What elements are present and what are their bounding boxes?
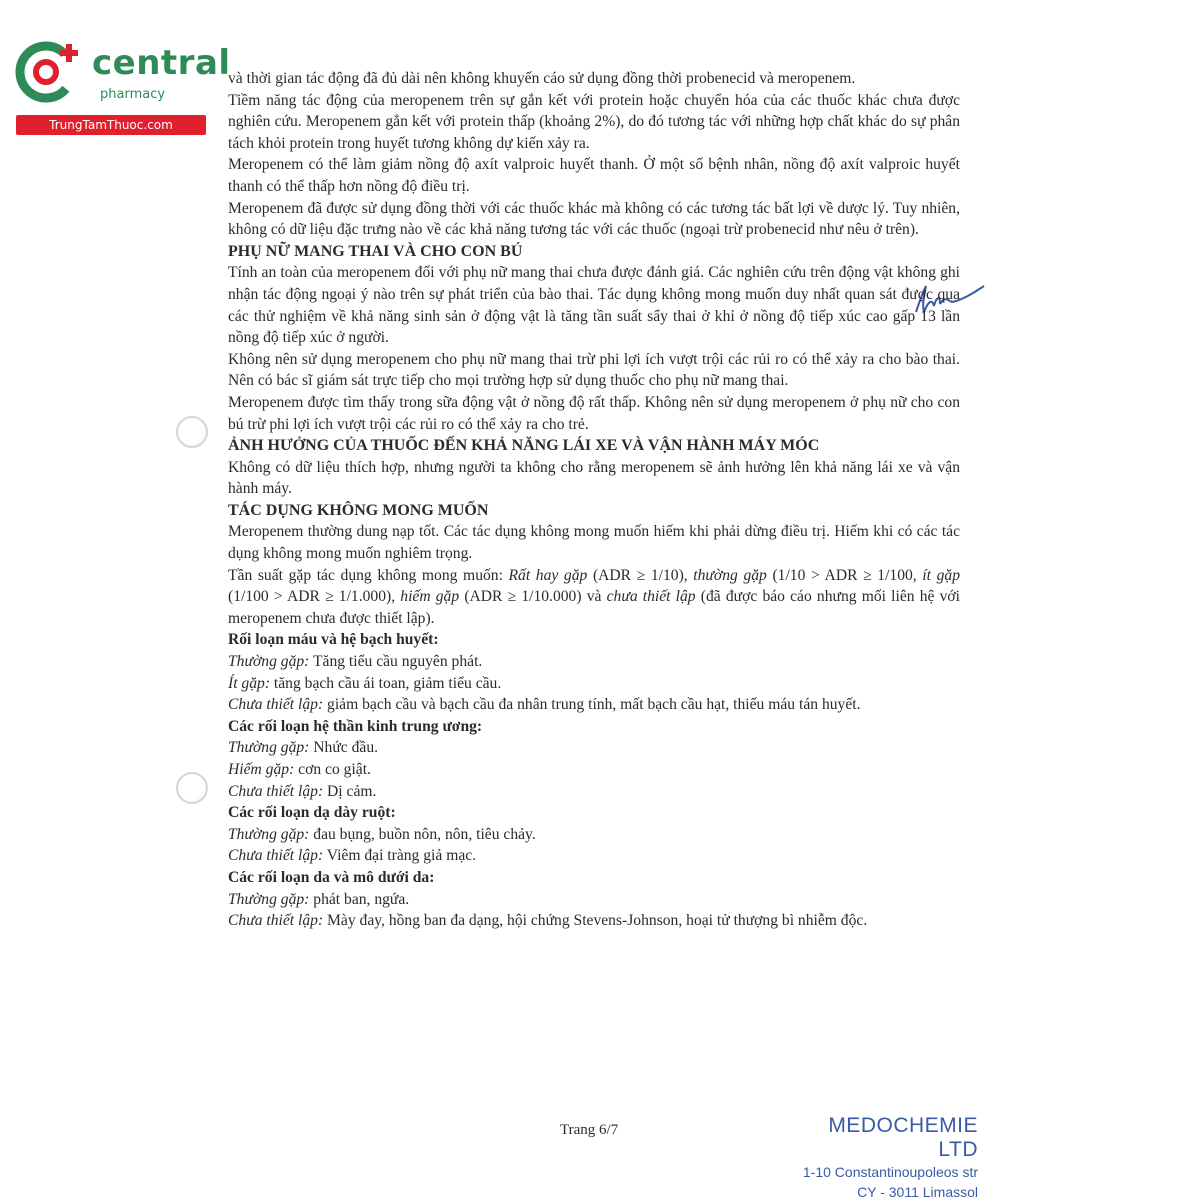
subheading-skin: Các rối loạn da và mô dưới da:	[228, 868, 435, 886]
list-item	[228, 759, 960, 781]
logo-sub: pharmacy	[100, 87, 166, 102]
list-item	[228, 651, 960, 673]
list-item	[228, 694, 960, 716]
text-run: Tần suất gặp tác dụng không mong muốn:	[228, 566, 509, 584]
text-run: (1/100 > ADR ≥ 1/1.000),	[228, 588, 401, 606]
list-item	[228, 824, 960, 846]
punch-hole	[176, 772, 208, 804]
pharmacy-logo	[12, 38, 231, 138]
list-item	[228, 910, 960, 932]
page-number: Trang 6/7	[560, 1122, 619, 1138]
effect-text: cơn co giật.	[294, 761, 371, 778]
italic-run: chưa thiết lập	[606, 588, 696, 606]
list-item	[228, 673, 960, 695]
frequency-label: Thường gặp:	[228, 653, 310, 671]
effect-text: Nhức đầu.	[309, 739, 379, 757]
frequency-label: Thường gặp:	[228, 890, 310, 908]
frequency-label: Hiếm gặp:	[228, 761, 295, 778]
frequency-label: Chưa thiết lập:	[228, 912, 324, 930]
italic-run: hiếm gặp	[400, 588, 460, 606]
company-address-line1: 1-10 Constantinoupoleos str	[802, 1164, 978, 1180]
effect-text: tăng bạch cầu ái toan, giảm tiểu cầu.	[270, 674, 502, 692]
frequency-label: Chưa thiết lập:	[228, 782, 324, 800]
italic-run: thường gặp	[693, 566, 767, 584]
paragraph: và thời gian tác động đã đủ dài nên không khuyến cáo sử dụng đồng thời probenecid và meropenem.	[228, 70, 856, 87]
section-heading-driving: ẢNH HƯỞNG CỦA THUỐC ĐẾN KHẢ NĂNG LÁI XE VÀ VẬN HÀNH MÁY MÓC	[228, 437, 820, 455]
effect-text: Mày đay, hồng ban đa dạng, hội chứng Stevens-Johnson, hoại tử thượng bì nhiễm độc.	[323, 912, 868, 930]
text-run: (đã được báo cáo nhưng mối liên hệ với meropenem chưa được thiết lập).	[228, 588, 960, 627]
text-run: (ADR ≥ 1/10),	[587, 566, 694, 584]
paragraph: Không nên sử dụng meropenem cho phụ nữ mang thai trừ phi lợi ích vượt trội các rủi ro có thể xảy ra cho bào thai. Nên có bác sĩ giám sát trực tiếp cho mọi trường hợp sử dụng thuốc cho phụ nữ mang thai.	[228, 350, 960, 390]
subheading-blood: Rối loạn máu và hệ bạch huyết:	[228, 631, 439, 649]
company-stamp	[788, 1114, 978, 1202]
frequency-label: Thường gặp:	[228, 739, 310, 757]
company-name: MEDOCHEMIE LTD	[828, 1114, 978, 1161]
list-item	[228, 889, 960, 911]
logo-brand: central	[92, 43, 231, 83]
effect-text: đau bụng, buồn nôn, nôn, tiêu chảy.	[309, 825, 536, 843]
effect-text: Tăng tiểu cầu nguyên phát.	[309, 653, 483, 671]
central-logo-icon	[12, 38, 92, 110]
frequency-label: Thường gặp:	[228, 825, 310, 843]
paragraph: Meropenem đã được sử dụng đồng thời với các thuốc khác mà không có các tương tác bất lợi về dược lý. Tuy nhiên, không có dữ liệu đặc trưng nào về các khả năng tương tác với các thuốc (ngoại trừ probenecid như nêu ở trên).	[228, 199, 960, 239]
logo-site: TrungTamThuoc.com	[16, 115, 206, 135]
paragraph: Meropenem được tìm thấy trong sữa động vật ở nồng độ rất thấp. Không nên sử dụng meropenem ở phụ nữ cho con bú trừ phi lợi ích vượt trội các rủi ro có thể xảy ra cho trẻ.	[228, 393, 960, 433]
subheading-gi: Các rối loạn dạ dày ruột:	[228, 804, 396, 822]
paragraph: Meropenem thường dung nạp tốt. Các tác dụng không mong muốn hiếm khi phải dừng điều trị. Hiếm khi có các tác dụng không mong muốn nghiêm trọng.	[228, 523, 960, 563]
effect-text: phát ban, ngứa.	[309, 890, 410, 908]
italic-run: Rất hay gặp	[508, 566, 588, 584]
paragraph: Meropenem có thể làm giảm nồng độ axít valproic huyết thanh. Ở một số bệnh nhân, nồng độ axít valproic huyết thanh có thể thấp hơn nồng độ điều trị.	[228, 156, 960, 195]
effect-text: giảm bạch cầu và bạch cầu đa nhân trung tính, mất bạch cầu hạt, thiếu máu tán huyết.	[323, 696, 861, 714]
paragraph: Tính an toàn của meropenem đối với phụ nữ mang thai chưa được đánh giá. Các nghiên cứu trên động vật không ghi nhận tác động ngoại ý nào trên sự phát triển của bào thai. Tác dụng không mong muốn duy nhất quan sát được qua các thử nghiệm về khả năng sinh sản ở động vật là tăng tần suất sẩy thai ở khỉ ở nồng độ tiếp xúc cao gấp 13 lần nồng độ tiếp xúc ở người.	[228, 264, 960, 347]
section-heading-pregnancy: PHỤ NỮ MANG THAI VÀ CHO CON BÚ	[228, 242, 523, 260]
italic-run: ít gặp	[922, 566, 960, 584]
effect-text: Dị cảm.	[323, 782, 377, 800]
frequency-label: Chưa thiết lập:	[228, 696, 324, 714]
frequency-label: Ít gặp:	[228, 674, 271, 692]
effect-text: Viêm đại tràng giả mạc.	[323, 847, 477, 865]
company-address-line2: CY - 3011 Limassol	[857, 1184, 978, 1200]
list-item	[228, 845, 960, 867]
frequency-label: Chưa thiết lập:	[228, 847, 324, 865]
list-item	[228, 737, 960, 759]
list-item	[228, 781, 960, 803]
subheading-cns: Các rối loạn hệ thần kinh trung ương:	[228, 717, 483, 735]
punch-hole	[176, 416, 208, 448]
paragraph: Không có dữ liệu thích hợp, nhưng người ta không cho rằng meropenem sẽ ảnh hưởng lên khả năng lái xe và vận hành máy.	[228, 458, 960, 498]
text-run: (ADR ≥ 1/10.000) và	[459, 588, 607, 606]
section-heading-adverse-effects: TÁC DỤNG KHÔNG MONG MUỐN	[228, 501, 489, 519]
text-run: (1/10 > ADR ≥ 1/100,	[766, 566, 923, 584]
paragraph: Tiềm năng tác động của meropenem trên sự gắn kết với protein hoặc chuyển hóa của các thuốc khác chưa được nghiên cứu. Meropenem gắn kết với protein thấp (khoảng 2%), do đó tương tác với những hợp chất khác do sự phân tách khỏi protein trong huyết tương không dự kiến xảy ra.	[228, 91, 960, 152]
frequency-paragraph	[228, 565, 960, 630]
document-body	[228, 68, 960, 932]
